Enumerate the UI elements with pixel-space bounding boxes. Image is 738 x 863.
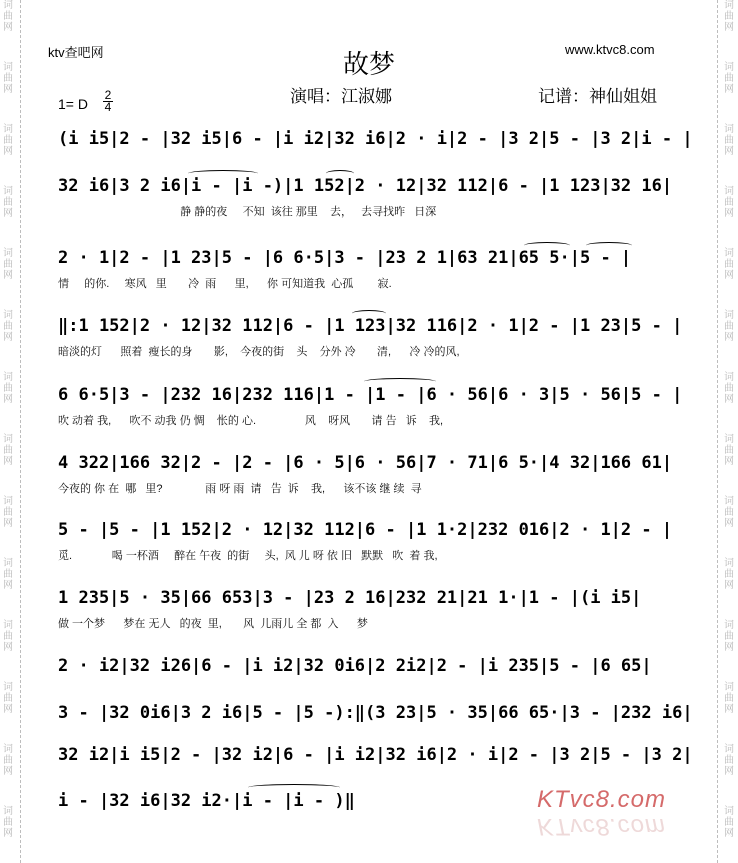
staff-line-8	[58, 587, 682, 631]
side-watermark-text: 词 曲 网	[3, 0, 13, 33]
side-watermark-text: 词 曲 网	[724, 682, 734, 715]
ktvc8-logo-reflection: KTvc8.com	[537, 813, 667, 840]
notation-row: (i i5|2 - |32 i5|6 - |i i2|32 i6|2 · i|2 - |3 2|5 - |3 2|i - |	[58, 129, 693, 149]
staff-line-10	[58, 702, 693, 724]
side-watermark-text: 词 曲 网	[3, 310, 13, 343]
side-watermark-text: 词 曲 网	[724, 806, 734, 839]
notation-row: 4 322|166 32|2 - |2 - |6 · 5|6 · 56|7 · 71|6 5·|4 32|166 61|	[58, 453, 673, 473]
lyric-row: 做 一个梦 梦在 无人 的夜 里, 风 儿雨儿 全 都 入 梦	[58, 618, 368, 630]
side-watermark-text: 词 曲 网	[724, 124, 734, 157]
staff-line-1	[58, 128, 693, 172]
lyric-row: 今夜的 你 在 哪 里? 雨 呀 雨 请 告 诉 我, 该不该 继 续 寻	[58, 483, 422, 495]
side-watermark-text: 词 曲 网	[724, 186, 734, 219]
lyric-row: 暗淡的灯 照着 瘦长的身 影, 今夜的街 头 分外 冷 清, 冷 冷的风,	[58, 346, 460, 358]
side-watermark-text: 词 曲 网	[3, 806, 13, 839]
notation-row: 3 - |32 0i6|3 2 i6|5 - |5 -):‖(3 23|5 · 35|66 65·|3 - |232 i6|	[58, 703, 693, 723]
side-watermark-text: 词 曲 网	[724, 558, 734, 591]
notation-row: 6 6·5|3 - |232 16|232 116|1 - |1 - |6 · 56|6 · 3|5 · 56|5 - |	[58, 385, 683, 405]
side-watermark-text: 词 曲 网	[724, 372, 734, 405]
staff-line-2	[58, 175, 682, 219]
side-watermark-text: 词 曲 网	[724, 248, 734, 281]
slur-mark	[524, 242, 570, 249]
side-watermark-text: 词 曲 网	[3, 558, 13, 591]
side-watermark-text: 词 曲 网	[724, 620, 734, 653]
key-signature: 1= D	[58, 96, 88, 112]
time-signature	[103, 90, 113, 113]
lyric-row: 觅. 喝 一杯酒 醉在 午夜 的街 头, 风 儿 呀 依 旧 默默 吹 着 我,	[58, 550, 438, 562]
notation-row: 2 · i2|32 i26|6 - |i i2|32 0i6|2 2i2|2 - |i 235|5 - |6 65|	[58, 656, 652, 676]
side-watermark-text: 词 曲 网	[724, 496, 734, 529]
staff-line-11	[58, 744, 693, 766]
notation-row: 32 i6|3 2 i6|i - |i -)|1 152|2 · 12|32 112|6 - |1 123|32 16|	[58, 176, 673, 196]
lyric-row: 静 静的夜 不知 该往 那里 去， 去寻找昨 日深	[58, 206, 437, 218]
slur-mark	[364, 378, 436, 385]
notation-row: 32 i2|i i5|2 - |32 i2|6 - |i i2|32 i6|2 · i|2 - |3 2|5 - |3 2|	[58, 745, 693, 765]
staff-line-6	[58, 452, 682, 496]
notation-row: i - |32 i6|32 i2·|i - |i - )‖	[58, 791, 355, 811]
staff-line-3	[58, 247, 682, 291]
lyric-row	[58, 158, 682, 172]
song-title: 故梦	[342, 49, 395, 79]
lyric-row: 吹 动着 我, 吹不 动我 仍 惆 怅的 心. 风 呀风 请 告 诉 我,	[58, 415, 444, 427]
singer-credit: 演唱：江淑娜	[290, 87, 392, 106]
side-watermark-text: 词 曲 网	[3, 496, 13, 529]
notation-row: 2 · 1|2 - |1 23|5 - |6 6·5|3 - |23 2 1|63 21|65 5·|5 - |	[58, 248, 632, 268]
slur-mark	[248, 784, 340, 791]
side-watermark-text: 词 曲 网	[3, 372, 13, 405]
site-url-right: www.ktvc8.com	[565, 42, 655, 57]
slur-mark	[586, 242, 632, 249]
slur-mark	[188, 170, 258, 177]
notation-row: 5 - |5 - |1 152|2 · 12|32 112|6 - |1 1·2|232 016|2 · 1|2 - |	[58, 520, 673, 540]
notation-row: ‖:1 152|2 · 12|32 112|6 - |1 123|32 116|2 · 1|2 - |1 23|5 - |	[58, 316, 683, 336]
side-watermark-text: 词 曲 网	[724, 434, 734, 467]
ktvc8-logo: KTvc8.com	[537, 786, 667, 813]
side-watermark-text: 词 曲 网	[724, 62, 734, 95]
slur-mark	[352, 310, 386, 317]
staff-line-4	[58, 315, 682, 359]
side-watermark-text: 词 曲 网	[3, 434, 13, 467]
notation-row: 1 235|5 · 35|66 653|3 - |23 2 16|232 21|21 1·|1 - |(i i5|	[58, 588, 642, 608]
side-watermark-text: 词 曲 网	[3, 186, 13, 219]
time-signature-bottom: 4	[104, 100, 112, 114]
lyric-row: 情 的你. 寒风 里 冷 雨 里, 你 可知道我 心孤 寂.	[58, 278, 392, 290]
side-watermark-text: 词 曲 网	[724, 310, 734, 343]
side-watermark-text: 词 曲 网	[3, 248, 13, 281]
staff-line-9	[58, 655, 682, 677]
slur-mark	[326, 170, 354, 177]
side-watermark-text: 词 曲 网	[724, 0, 734, 33]
time-signature-top: 2	[104, 88, 112, 102]
staff-line-5	[58, 384, 682, 428]
side-watermark-text: 词 曲 网	[3, 682, 13, 715]
staff-line-7	[58, 519, 682, 563]
transcriber-credit: 记谱：神仙姐姐	[538, 87, 657, 106]
site-name-left: ktv查吧网	[48, 45, 104, 60]
side-watermark-text: 词 曲 网	[724, 744, 734, 777]
side-watermark-text: 词 曲 网	[3, 124, 13, 157]
side-watermark-text: 词 曲 网	[3, 744, 13, 777]
side-watermark-text: 词 曲 网	[3, 620, 13, 653]
side-watermark-text: 词 曲 网	[3, 62, 13, 95]
